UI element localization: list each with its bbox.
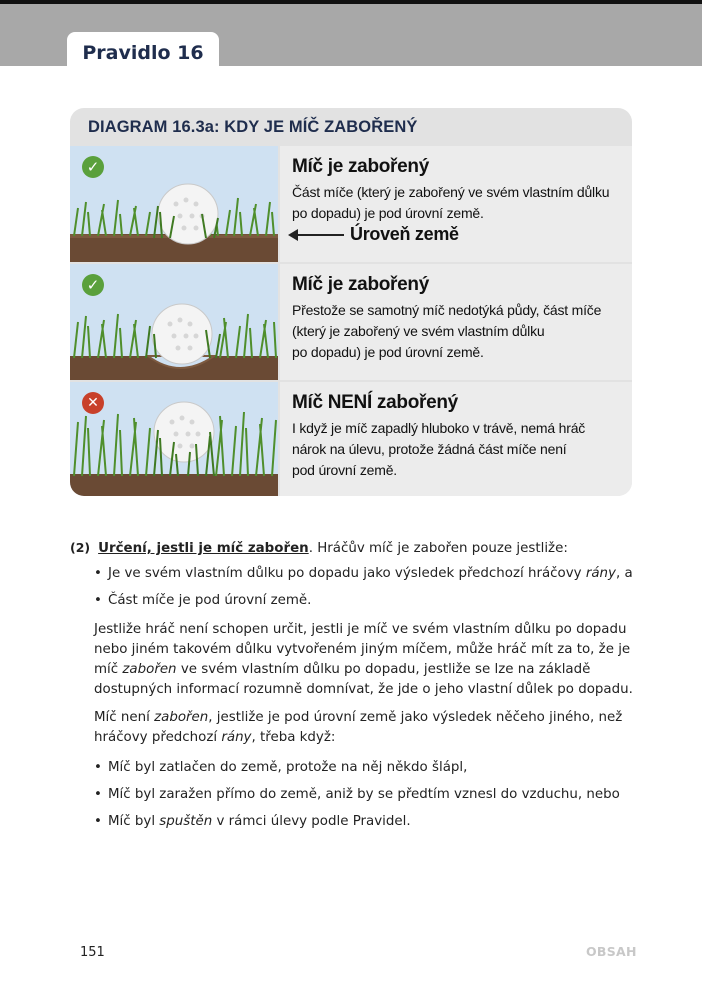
contents-link[interactable]: OBSAH <box>586 944 637 959</box>
paragraph-1 <box>94 620 646 700</box>
chapter-tab[interactable] <box>67 32 219 72</box>
bullet-text: Míč byl zatlačen do země, protože na něj někdo šlápl, <box>108 760 468 775</box>
paragraph-text: , třeba když: <box>251 730 336 745</box>
paragraph-term: zabořen <box>122 662 177 677</box>
bullet-text: Část míče je pod úrovní země. <box>108 593 312 608</box>
paragraph-text: , jestliže je pod úrovní země jako výsledek něčeho jiného, než <box>208 710 623 725</box>
ground-level-text: Úroveň země <box>350 224 459 244</box>
row-2-title: Míč je zabořený <box>292 274 429 295</box>
paragraph-text: ve svém vlastním důlku po dopadu, jestliže se lze na základě <box>176 662 591 677</box>
row-3-line-2: nárok na úlevu, protože žádná část míče není <box>292 441 567 457</box>
bullet-term: rány <box>585 566 616 581</box>
ground-level-label <box>288 224 459 245</box>
check-icon: ✓ <box>82 274 104 296</box>
list-item <box>94 785 640 805</box>
diagram-row-2 <box>70 264 632 380</box>
paragraph-text: míč <box>94 662 123 677</box>
row-1-line-1: Část míče (který je zabořený ve svém vlastním důlku <box>292 184 610 200</box>
paragraph-text: hráčovy předchozí <box>94 730 222 745</box>
bullet-text: Je ve svém vlastním důlku po dopadu jako výsledek předchozí hráčovy <box>108 566 586 581</box>
row-2-line-2: (který je zabořený ve svém vlastním důlku <box>292 323 545 339</box>
diagram-row-1-panel <box>280 146 632 262</box>
list-item <box>94 564 640 584</box>
ball-illustration-2 <box>70 264 278 380</box>
diagram-row-1 <box>70 146 632 262</box>
ball-illustration-1 <box>70 146 278 262</box>
row-3-description <box>292 418 612 481</box>
paragraph-line: nebo jiném takovém důlku vytvořeném jiným míčem, může hráč mít za to, že je <box>94 642 631 657</box>
row-3-line-1: I když je míč zapadlý hluboko v trávě, nemá hráč <box>292 420 586 436</box>
arrow-left-icon <box>288 228 344 242</box>
bullet-text-end: , a <box>615 566 633 581</box>
check-icon: ✓ <box>82 156 104 178</box>
diagram-box <box>70 108 632 496</box>
row-2-line-3: po dopadu) je pod úrovní země. <box>292 344 484 360</box>
chapter-tab-label: Pravidlo 16 <box>82 42 204 64</box>
paragraph-2 <box>94 708 646 748</box>
diagram-row-3 <box>70 382 632 496</box>
page-number: 151 <box>80 945 105 960</box>
bullet-text: Míč byl zaražen přímo do země, aniž by se předtím vznesl do vzduchu, nebo <box>108 787 620 802</box>
paragraph-line <box>94 660 646 680</box>
list-item <box>94 758 640 778</box>
rule-heading-rest: . Hráčův míč je zabořen pouze jestliže: <box>308 541 568 556</box>
paragraph-line: dostupných informací rozumně domnívat, že jde o jeho vlastní důlek po dopadu. <box>94 682 633 697</box>
paragraph-term: rány <box>221 730 252 745</box>
row-3-line-3: pod úrovní země. <box>292 462 397 478</box>
paragraph-line <box>94 708 646 728</box>
diagram-row-3-panel <box>280 382 632 496</box>
diagram-title: DIAGRAM 16.3a: KDY JE MÍČ ZABOŘENÝ <box>88 118 418 136</box>
row-1-line-2: po dopadu) je pod úrovní země. <box>292 205 484 221</box>
list-item <box>94 591 640 611</box>
rule-heading: Určení, jestli je míč zabořen <box>98 541 309 556</box>
row-1-description <box>292 182 612 224</box>
cross-icon: ✕ <box>82 392 104 414</box>
rule-number: (2) <box>70 540 91 555</box>
diagram-row-2-panel <box>280 264 632 380</box>
paragraph-text: Míč není <box>94 710 155 725</box>
bullet-text-end: v rámci úlevy podle Pravidel. <box>212 814 411 829</box>
row-2-line-1: Přestože se samotný míč nedotýká půdy, část míče <box>292 302 602 318</box>
paragraph-line <box>94 728 646 748</box>
paragraph-line: Jestliže hráč není schopen určit, jestli je míč ve svém vlastním důlku po dopadu <box>94 622 627 637</box>
row-2-description <box>292 300 612 363</box>
ball-illustration-3 <box>70 382 278 496</box>
paragraph-term: zabořen <box>154 710 209 725</box>
row-1-title: Míč je zabořený <box>292 156 429 177</box>
bullet-text: Míč byl <box>108 814 160 829</box>
list-item <box>94 812 640 832</box>
row-3-title: Míč NENÍ zabořený <box>292 392 458 413</box>
rule-heading-line <box>70 538 640 559</box>
bullet-term: spuštěn <box>159 814 213 829</box>
